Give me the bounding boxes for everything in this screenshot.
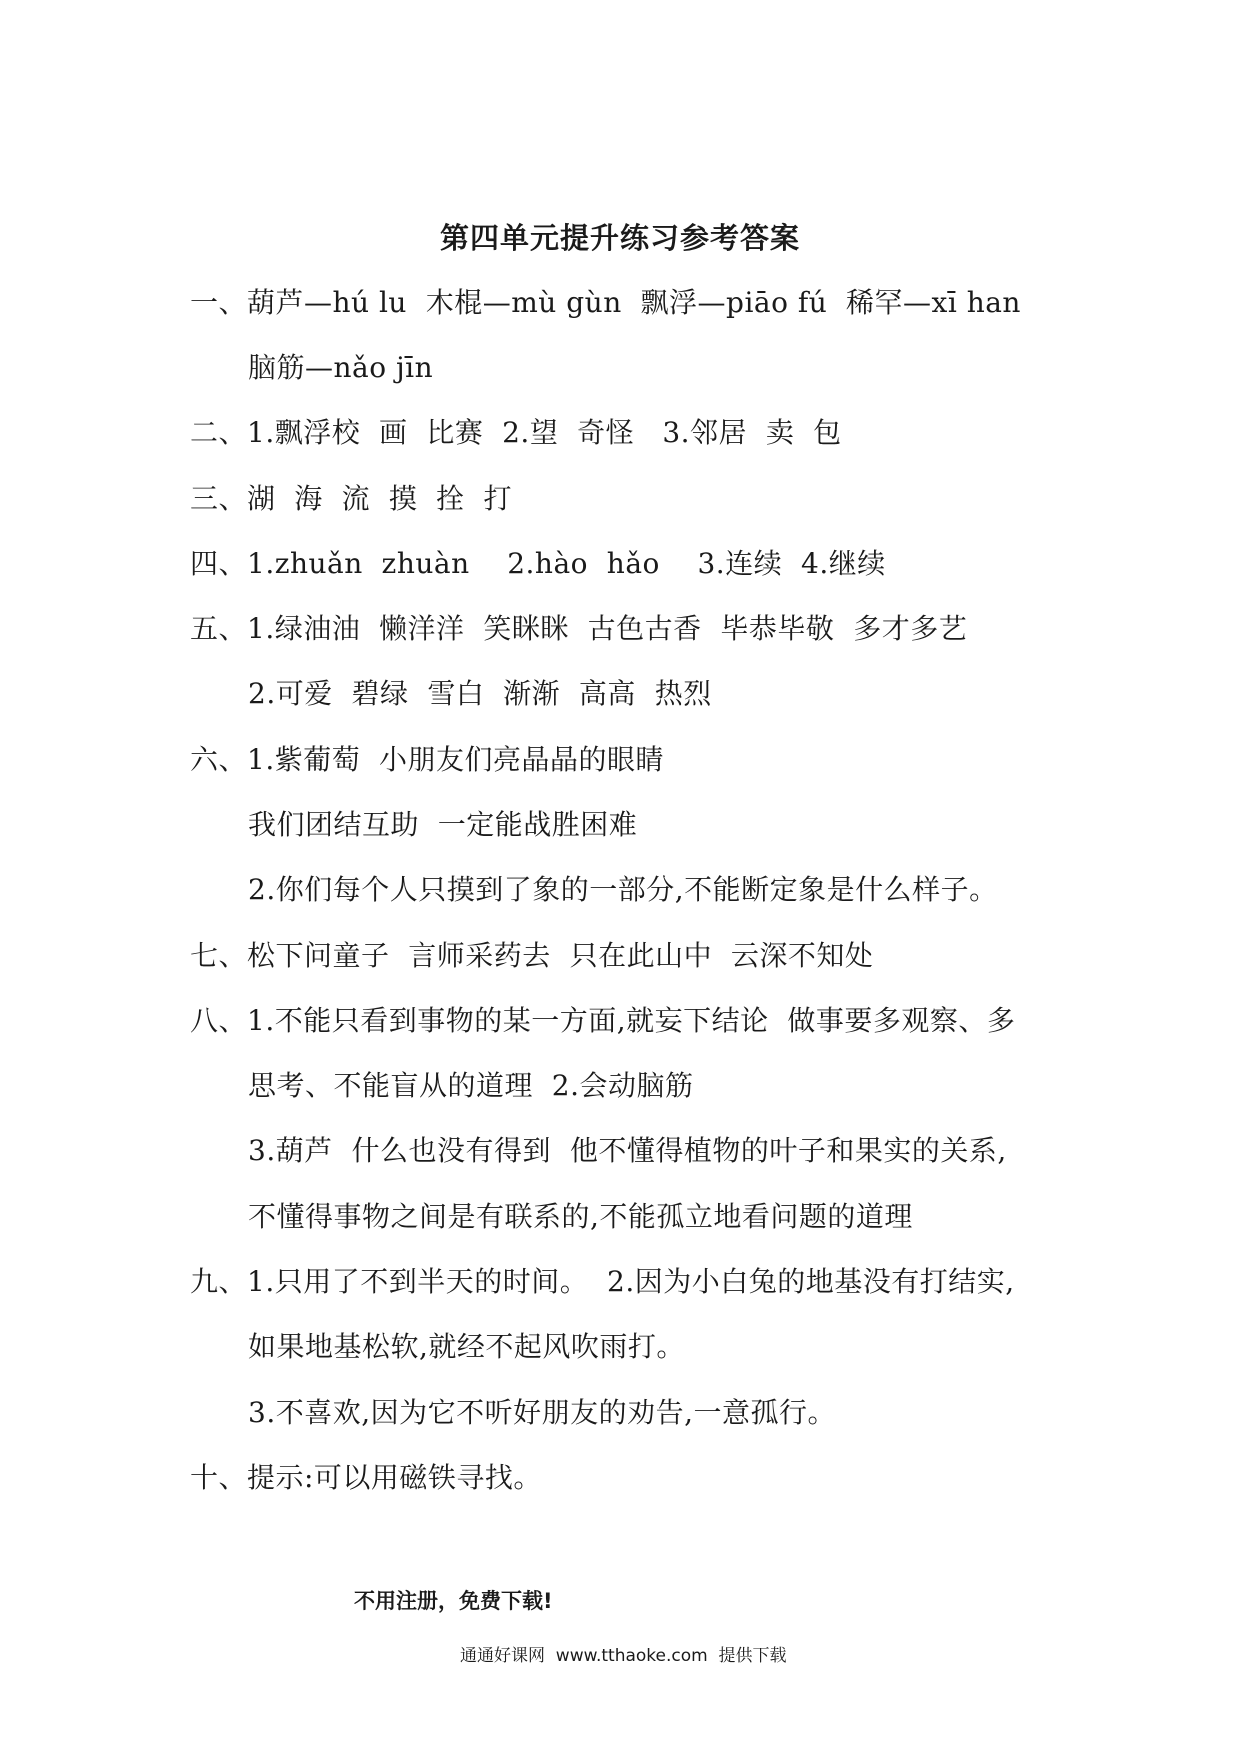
answer-line: 脑筋—nǎo jīn [248, 351, 434, 384]
answer-line: 2.可爱 碧绿 雪白 渐渐 高高 热烈 [248, 677, 712, 710]
page-title: 第四单元提升练习参考答案 [439, 221, 800, 255]
answer-line: 七、松下问童子 言师采药去 只在此山中 云深不知处 [190, 939, 874, 972]
answer-line: 如果地基松软,就经不起风吹雨打。 [248, 1330, 685, 1363]
answer-line: 一、葫芦—hú lu 木棍—mù gùn 飘浮—piāo fú 稀罕—xī han [190, 286, 1021, 319]
answer-line: 五、1.绿油油 懒洋洋 笑眯眯 古色古香 毕恭毕敬 多才多艺 [190, 612, 968, 645]
answer-line: 二、1.飘浮校 画 比赛 2.望 奇怪 3.邻居 卖 包 [190, 416, 842, 449]
answer-line: 我们团结互助 一定能战胜困难 [248, 808, 638, 841]
answer-line: 四、1.zhuǎn zhuàn 2.hào hǎo 3.连续 4.继续 [190, 547, 886, 580]
answer-line: 3.不喜欢,因为它不听好朋友的劝告,一意孤行。 [248, 1396, 837, 1429]
answer-line: 思考、不能盲从的道理 2.会动脑筋 [248, 1069, 694, 1102]
answer-line: 2.你们每个人只摸到了象的一部分,不能断定象是什么样子。 [248, 873, 998, 906]
answer-line: 九、1.只用了不到半天的时间。 2.因为小白兔的地基没有打结实, [190, 1265, 1015, 1298]
footer-site-credit: 通通好课网 www.tthaoke.com 提供下载 [460, 1646, 787, 1666]
answer-line: 六、1.紫葡萄 小朋友们亮晶晶的眼睛 [190, 743, 665, 776]
answer-line: 十、提示:可以用磁铁寻找。 [190, 1461, 542, 1494]
answer-line: 三、湖 海 流 摸 拴 打 [190, 482, 513, 515]
answer-line: 不懂得事物之间是有联系的,不能孤立地看问题的道理 [248, 1200, 913, 1233]
answer-line: 3.葫芦 什么也没有得到 他不懂得植物的叶子和果实的关系, [248, 1134, 1007, 1167]
answer-line: 八、1.不能只看到事物的某一方面,就妄下结论 做事要多观察、多 [190, 1004, 1016, 1037]
footer-note: 不用注册，免费下载! [354, 1589, 553, 1613]
